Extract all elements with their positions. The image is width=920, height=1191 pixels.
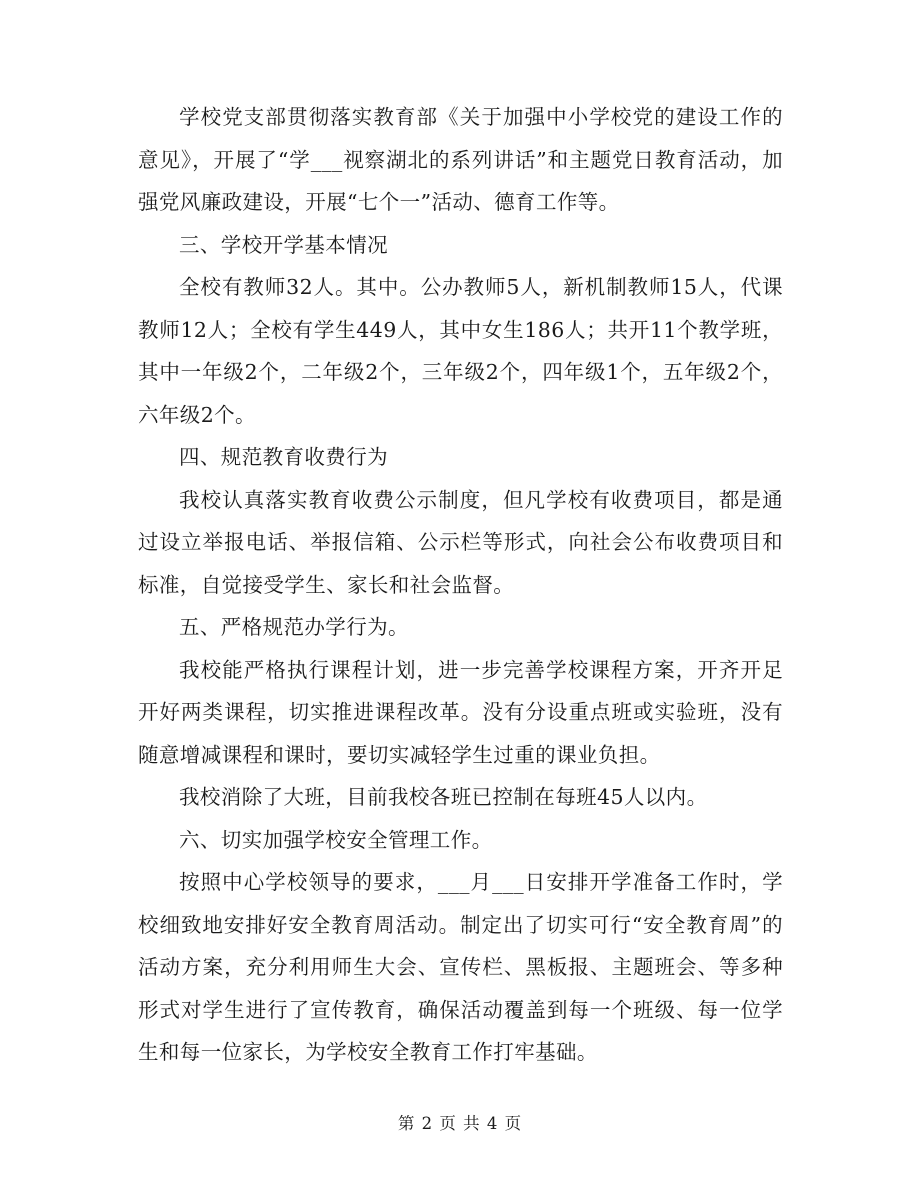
page-number-footer: 第 2 页 共 4 页 [397, 1114, 523, 1133]
document-body [138, 96, 783, 1074]
paragraph-party-building: 学校党支部贯彻落实教育部《关于加强中小学校党的建设工作的意见》，开展了“学___视察湖北的系列讲话”和主题党日教育活动，加强党风廉政建设，开展“七个一”活动、德育工作等。 [138, 105, 783, 214]
paragraph-safety-week: 按照中心学校领导的要求，___月___日安排开学准备工作时，学校细致地安排好安全教育周活动。制定出了切实可行“安全教育周”的活动方案，充分利用师生大会、宣传栏、黑板报、主题班会、等多种形式对学生进行了宣传教育，确保活动覆盖到每一个班级、每一位学生和每一位家长，为学校安全教育工作打牢基础。 [138, 870, 783, 1064]
paragraph-curriculum: 我校能严格执行课程计划，进一步完善学校课程方案，开齐开足开好两类课程，切实推进课程改革。没有分设重点班或实验班，没有随意增减课程和课时，要切实减轻学生过重的课业负担。 [138, 657, 783, 767]
section-heading-fees: 四、规范教育收费行为 [179, 445, 388, 469]
paragraph-staff-students: 全校有教师32人。其中。公办教师5人，新机制教师15人，代课教师12人；全校有学生449人，其中女生186人；共开11个教学班，其中一年级2个，二年级2个，三年级2个，四年级1个，五年级2个，六年级2个。 [138, 275, 783, 427]
section-heading-safety: 六、切实加强学校安全管理工作。 [179, 827, 493, 852]
section-heading-conduct: 五、严格规范办学行为。 [179, 615, 409, 639]
paragraph-class-size: 我校消除了大班，目前我校各班已控制在每班45人以内。 [179, 785, 708, 809]
section-heading-school-opening: 三、学校开学基本情况 [179, 232, 388, 257]
paragraph-fees: 我校认真落实教育收费公示制度，但凡学校有收费项目，都是通过设立举报电话、举报信箱、公示栏等形式，向社会公布收费项目和标准，自觉接受学生、家长和社会监督。 [138, 487, 783, 597]
